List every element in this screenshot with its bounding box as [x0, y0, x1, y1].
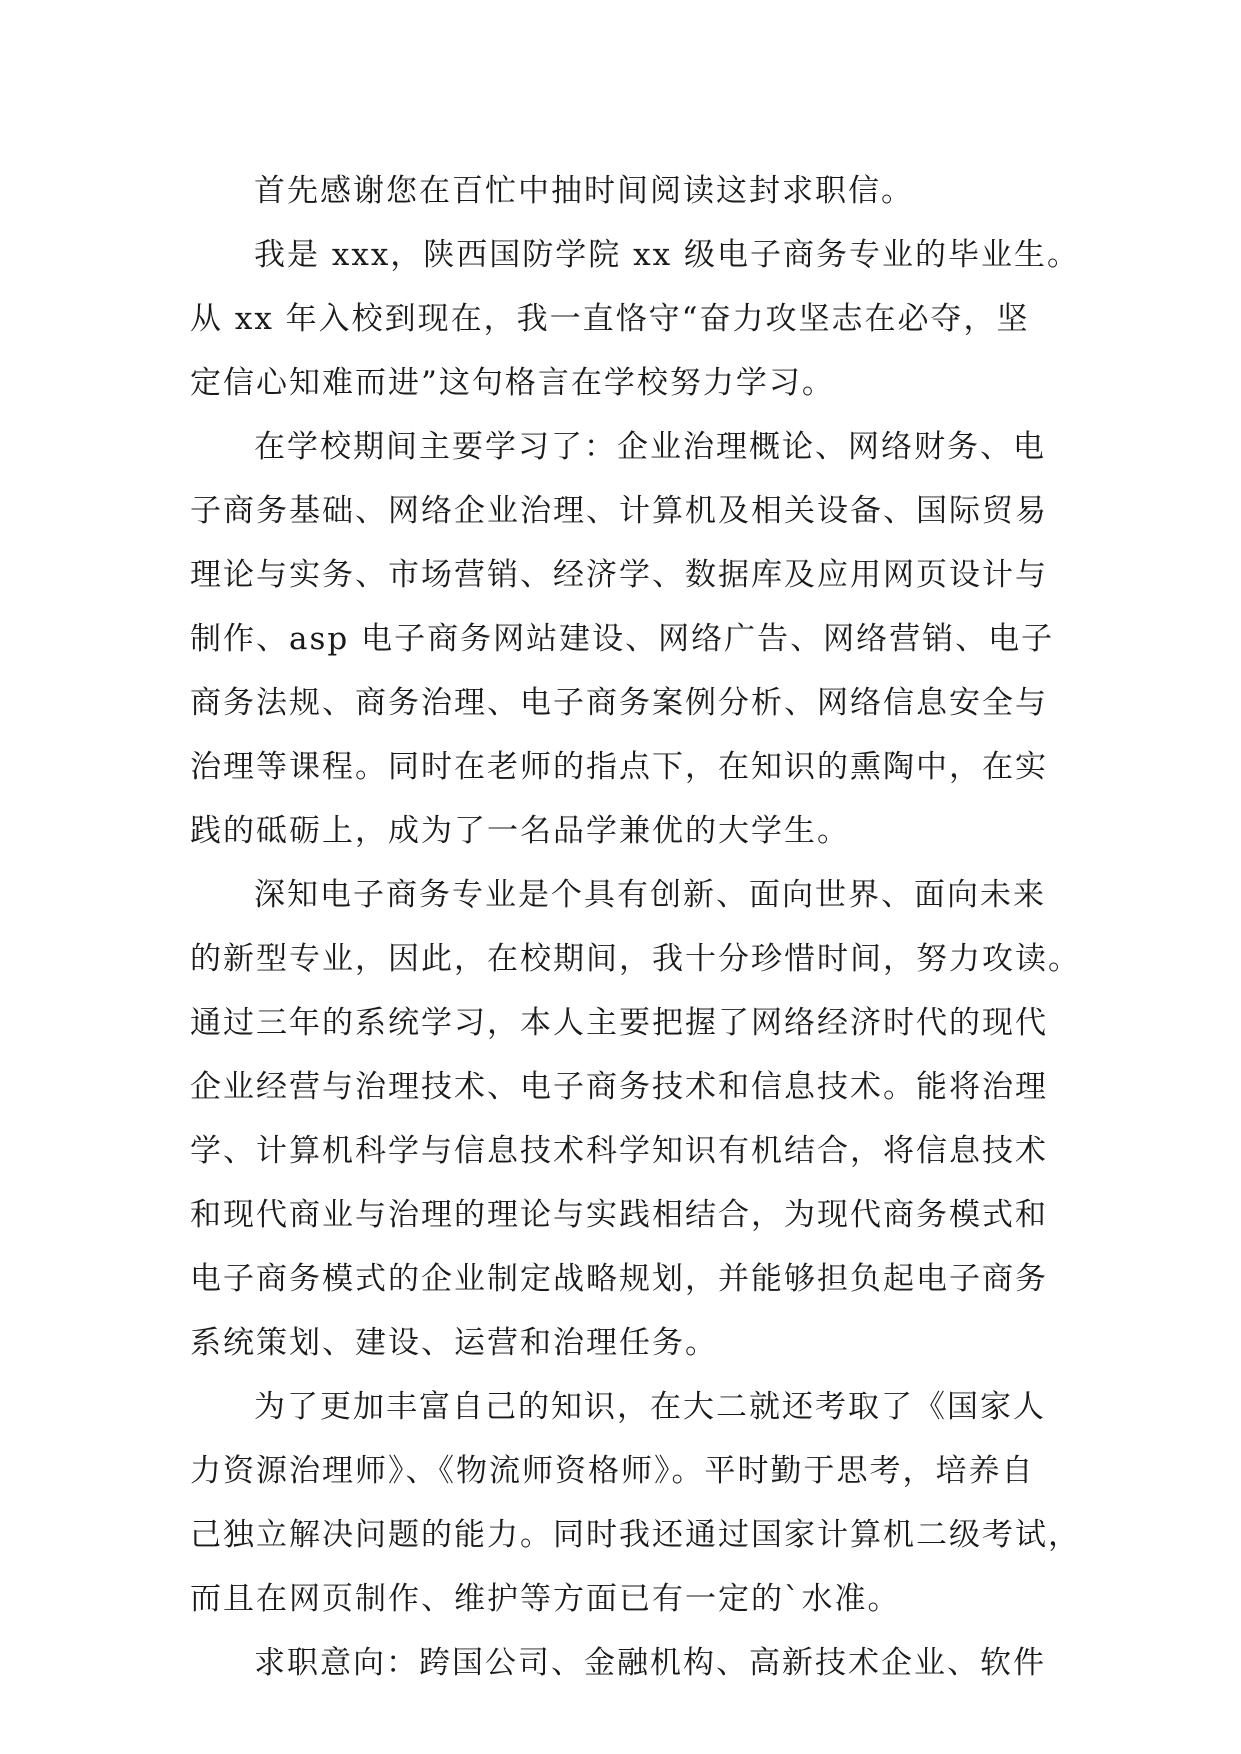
paragraph-intro-line-2: 从 xx 年入校到现在，我一直恪守“奋力攻坚志在必夺，坚	[190, 301, 1030, 337]
paragraph-certificates-line-2: 力资源治理师》、《物流师资格师》。平时勤于思考，培养自	[190, 1453, 1035, 1489]
paragraph-major-line-2: 的新型专业，因此，在校期间，我十分珍惜时间，努力攻读。	[190, 941, 1081, 977]
paragraph-major-line-6: 和现代商业与治理的理论与实践相结合，为现代商务模式和	[190, 1197, 1048, 1233]
paragraph-courses-line-1: 在学校期间主要学习了：企业治理概论、网络财务、电	[254, 429, 1046, 465]
paragraph-courses-line-7: 践的砥砺上，成为了一名品学兼优的大学生。	[190, 813, 850, 849]
paragraph-courses-line-6: 治理等课程。同时在老师的指点下，在知识的熏陶中，在实	[190, 749, 1048, 785]
paragraph-intro-line-1: 我是 xxx，陕西国防学院 xx 级电子商务专业的毕业生。	[254, 237, 1080, 273]
paragraph-major-line-7: 电子商务模式的企业制定战略规划，并能够担负起电子商务	[190, 1261, 1048, 1297]
paragraph-courses-line-4: 制作、asp 电子商务网站建设、网络广告、网络营销、电子	[190, 621, 1055, 657]
paragraph-certificates-line-3: 己独立解决问题的能力。同时我还通过国家计算机二级考试，	[190, 1517, 1081, 1553]
paragraph-intro-line-3: 定信心知难而进”这句格言在学校努力学习。	[190, 365, 835, 401]
paragraph-major-line-8: 系统策划、建设、运营和治理任务。	[190, 1325, 718, 1361]
paragraph-major-line-1: 深知电子商务专业是个具有创新、面向世界、面向未来	[254, 877, 1046, 913]
paragraph-certificates-line-4: 而且在网页制作、维护等方面已有一定的`水准。	[190, 1581, 901, 1617]
paragraph-certificates-line-1: 为了更加丰富自己的知识，在大二就还考取了《国家人	[254, 1389, 1046, 1425]
paragraph-courses-line-5: 商务法规、商务治理、电子商务案例分析、网络信息安全与	[190, 685, 1048, 721]
paragraph-major-line-5: 学、计算机科学与信息技术科学知识有机结合，将信息技术	[190, 1133, 1048, 1169]
paragraph-courses-line-2: 子商务基础、网络企业治理、计算机及相关设备、国际贸易	[190, 493, 1048, 529]
letter-body	[190, 159, 1081, 1695]
paragraph-greeting-line-1: 首先感谢您在百忙中抽时间阅读这封求职信。	[254, 173, 914, 209]
paragraph-major-line-3: 通过三年的系统学习，本人主要把握了网络经济时代的现代	[190, 1005, 1048, 1041]
paragraph-major-line-4: 企业经营与治理技术、电子商务技术和信息技术。能将治理	[190, 1069, 1048, 1105]
paragraph-job-intent-line-1: 求职意向：跨国公司、金融机构、高新技术企业、软件	[254, 1645, 1046, 1681]
paragraph-courses-line-3: 理论与实务、市场营销、经济学、数据库及应用网页设计与	[190, 557, 1048, 593]
